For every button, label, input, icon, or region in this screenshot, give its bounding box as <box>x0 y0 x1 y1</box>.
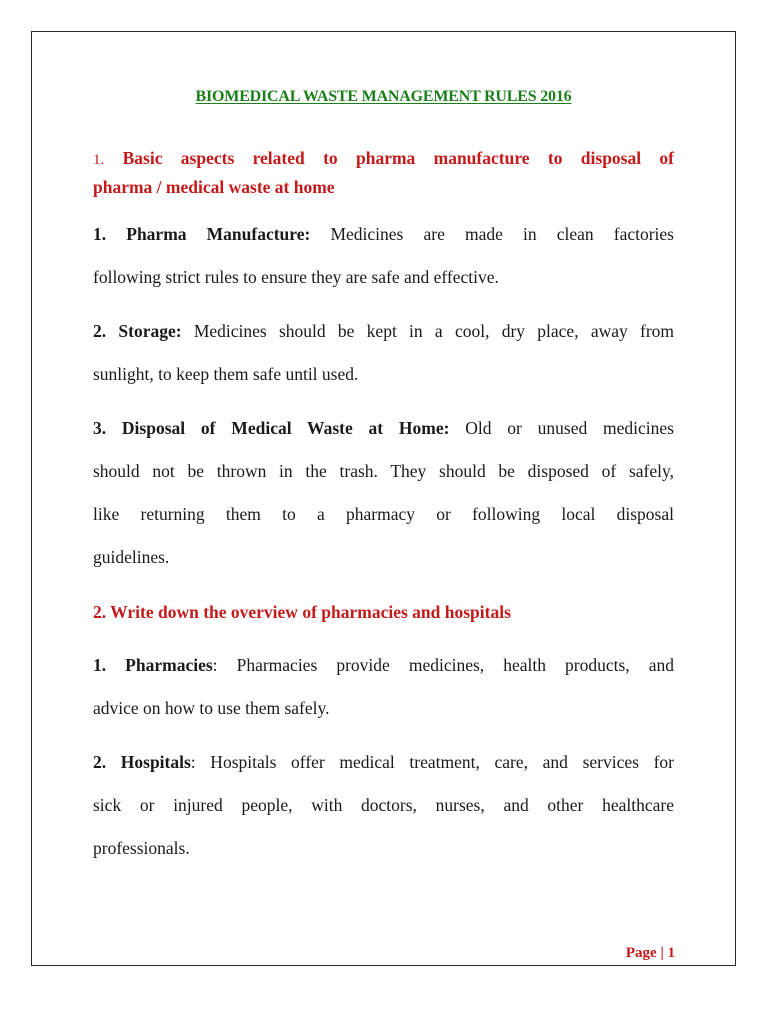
item-2-line2: sunlight, to keep them safe until used. <box>93 364 359 384</box>
section-1-heading-text: Basic aspects related to pharma manufacture to disposal of <box>122 148 675 168</box>
section-1-item-1 <box>93 224 674 288</box>
section-1-heading <box>93 148 674 198</box>
item-3-text-a: Old or unused medicines <box>465 418 674 438</box>
pharmacies-text-a: : Pharmacies provide medicines, health products, and <box>212 655 674 675</box>
pharmacies-line1 <box>93 655 674 676</box>
hospitals-line2: sick or injured people, with doctors, nurses, and other healthcare <box>93 795 674 815</box>
section-2-item-1 <box>93 655 674 719</box>
item-1-label: 1. Pharma Manufacture: <box>93 224 311 244</box>
hospitals-line3: professionals. <box>93 838 190 858</box>
section-1-item-3 <box>93 418 674 568</box>
item-3-line4: guidelines. <box>93 547 170 567</box>
item-3-line3: like returning them to a pharmacy or following local disposal <box>93 504 674 524</box>
item-2-text-a: Medicines should be kept in a cool, dry place, away from <box>193 321 675 341</box>
hospitals-label: 2. Hospitals <box>93 752 191 772</box>
document-title: BIOMEDICAL WASTE MANAGEMENT RULES 2016 <box>195 88 572 105</box>
section-1-number: 1. <box>93 152 105 168</box>
item-1-text-a: Medicines are made in clean factories <box>330 224 674 244</box>
item-2-label: 2. Storage: <box>93 321 182 341</box>
item-3-line2: should not be thrown in the trash. They should be disposed of safely, <box>93 461 674 481</box>
section-2-item-2 <box>93 752 674 859</box>
pharmacies-label: 1. Pharmacies <box>93 655 213 675</box>
section-2-heading: 2. Write down the overview of pharmacies and hospitals <box>93 602 511 622</box>
section-1-item-2 <box>93 321 674 385</box>
item-1-line2: following strict rules to ensure they are safe and effective. <box>93 267 499 287</box>
item-1-line1 <box>93 224 674 245</box>
item-3-label: 3. Disposal of Medical Waste at Home: <box>93 418 450 438</box>
section-1-heading-line1 <box>93 148 674 169</box>
hospitals-line1 <box>93 752 674 773</box>
hospitals-text-a: : Hospitals offer medical treatment, care, and services for <box>190 752 674 772</box>
pharmacies-line2: advice on how to use them safely. <box>93 698 330 718</box>
page-number: Page | 1 <box>625 945 675 961</box>
section-1-heading-line2: pharma / medical waste at home <box>93 177 335 197</box>
item-2-line1 <box>93 321 674 342</box>
item-3-line1 <box>93 418 674 439</box>
